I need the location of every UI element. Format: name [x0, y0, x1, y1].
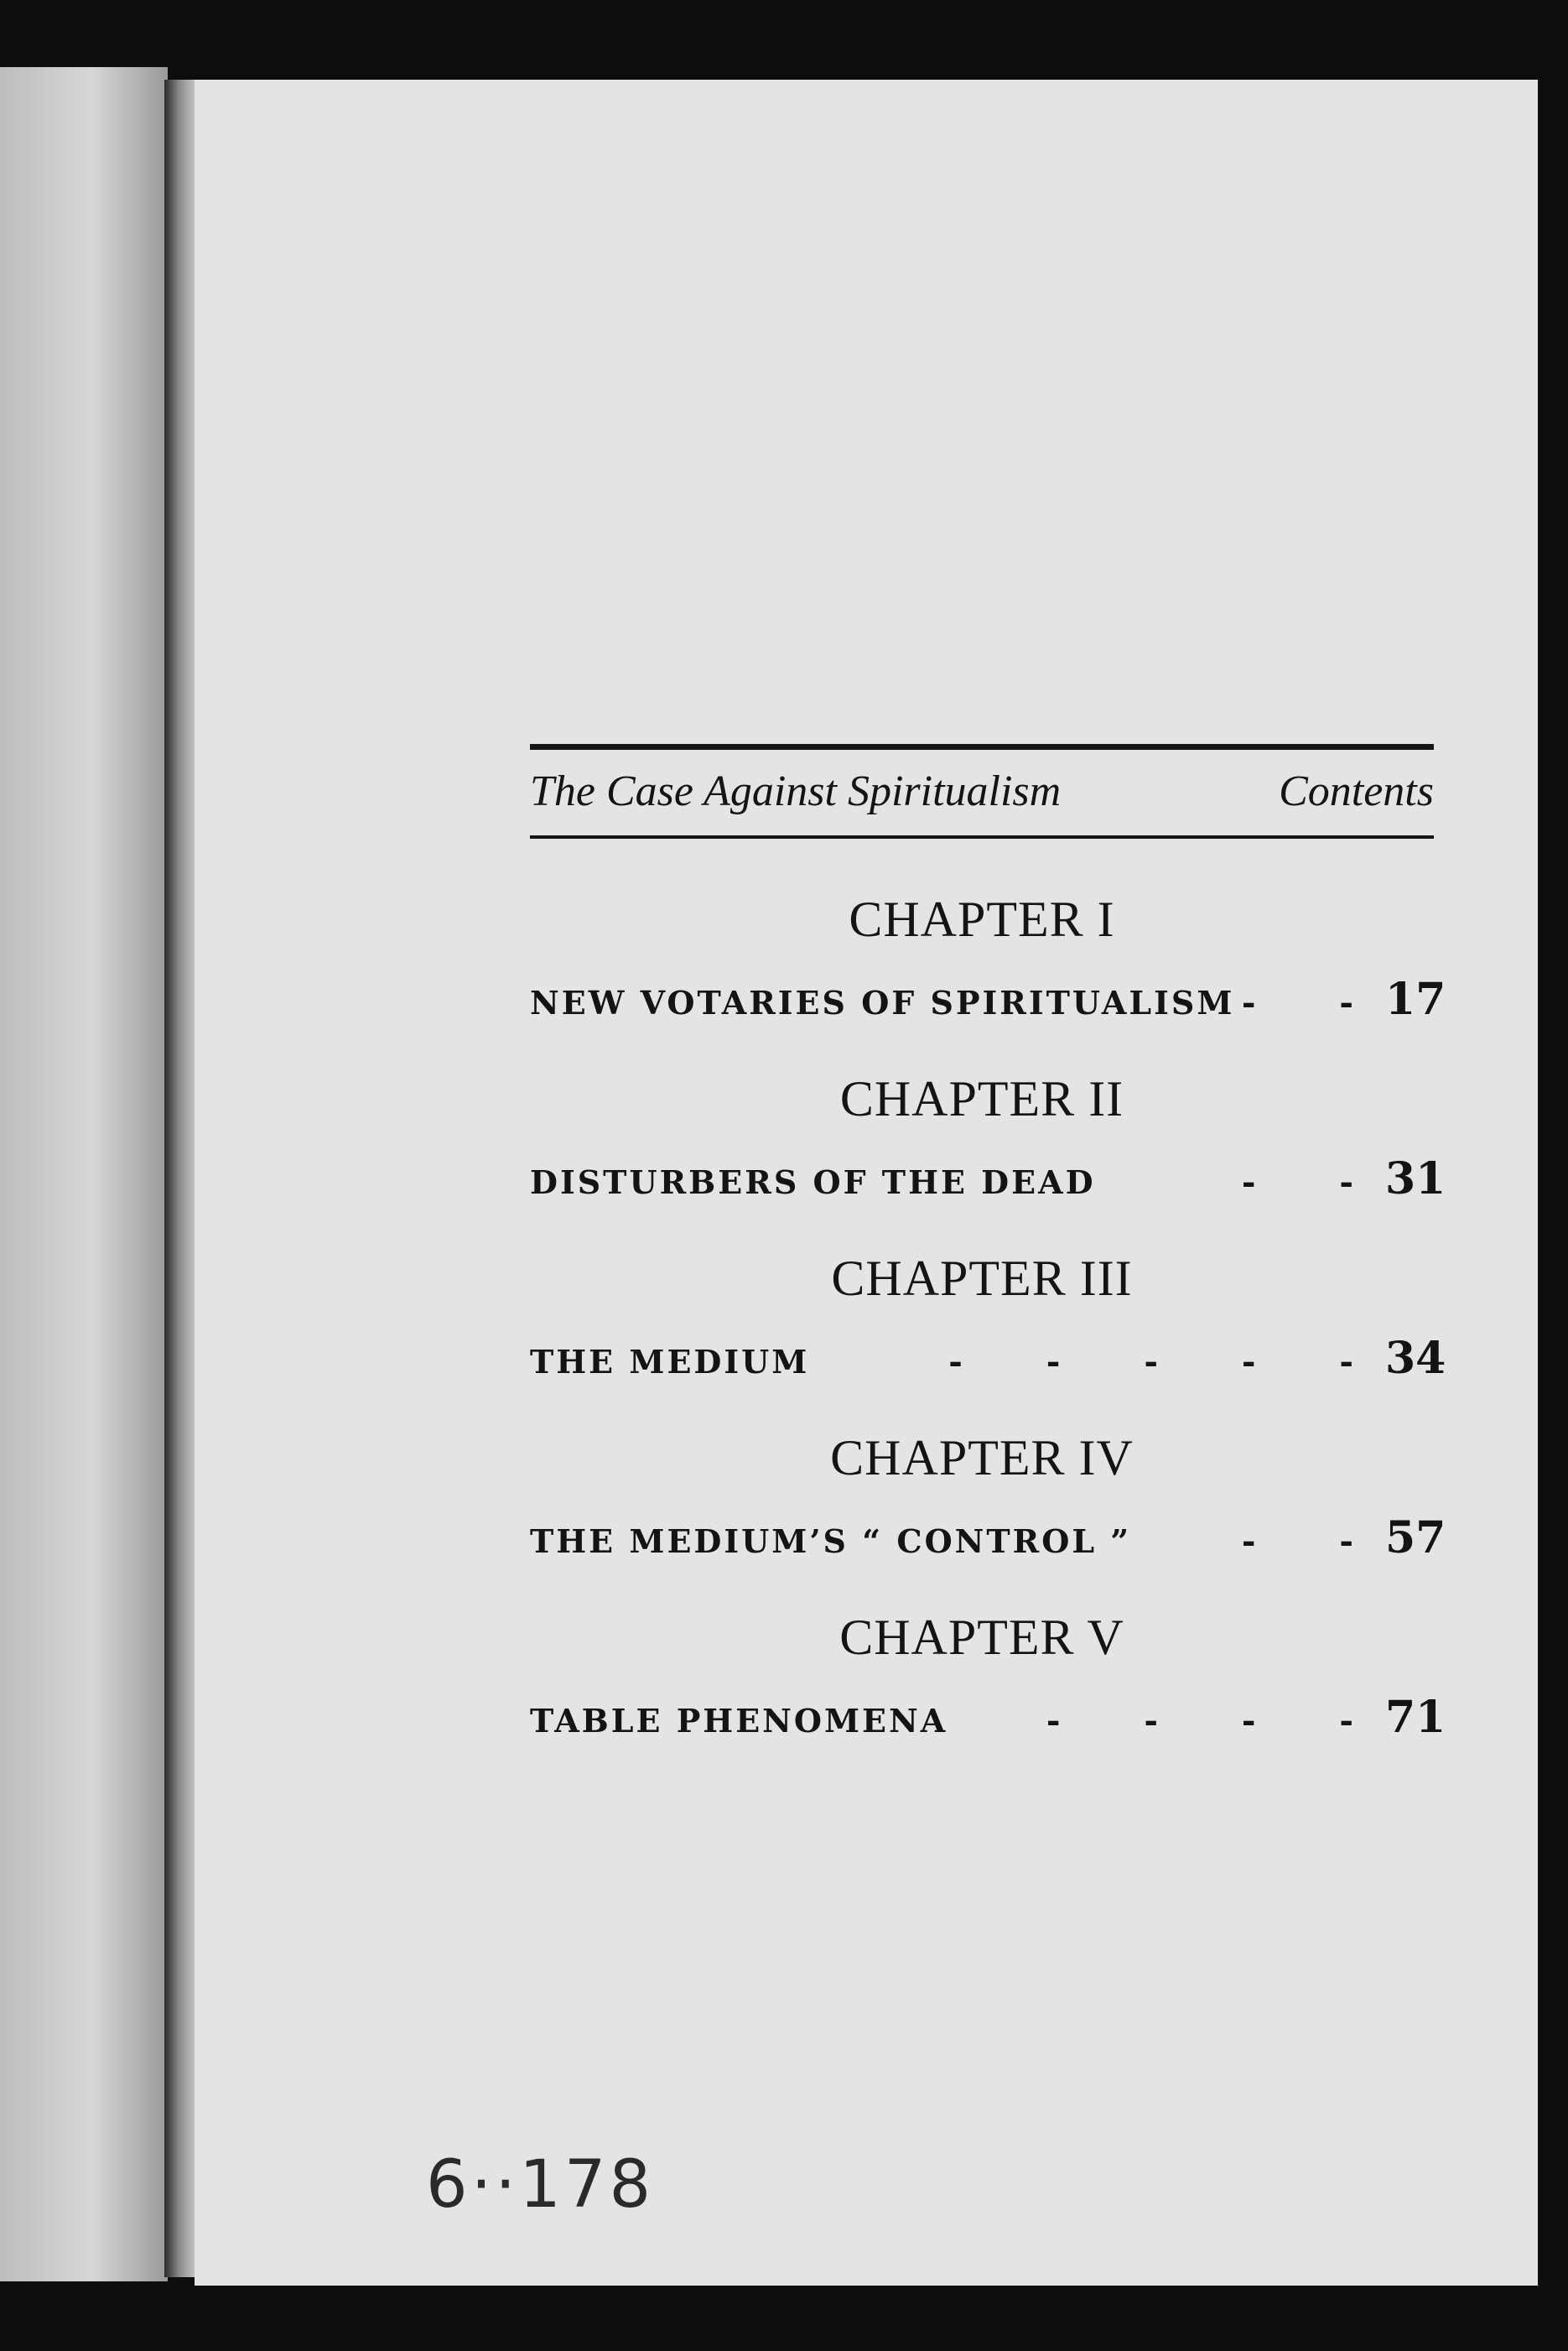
chapter-heading: CHAPTER IV [830, 1430, 1134, 1485]
header-rule-top [530, 744, 1434, 750]
chapter-heading: CHAPTER III [831, 1251, 1133, 1306]
chapter-title: NEW VOTARIES OF SPIRITUALISM [530, 984, 1235, 1022]
toc-row [530, 1153, 1446, 1204]
book-spine [164, 80, 198, 2277]
page-number: 31 [1385, 1153, 1446, 1204]
toc-entry-chapter-4 [530, 1430, 1446, 1563]
toc-row [530, 1333, 1446, 1384]
chapter-title: TABLE PHENOMENA [530, 1702, 948, 1740]
book-title: The Case Against Spiritualism [530, 767, 1062, 815]
dot-leader: - - - - - [948, 1342, 1353, 1381]
toc-row [530, 1692, 1446, 1743]
book-page [195, 80, 1538, 2286]
chapter-title: THE MEDIUM’S “ CONTROL ” [530, 1522, 1132, 1560]
running-header [530, 750, 1434, 835]
page-number: 57 [1385, 1512, 1446, 1563]
page-number: 17 [1385, 974, 1446, 1025]
dot-leader: - - [1241, 1162, 1353, 1202]
toc-entry-chapter-5 [530, 1610, 1446, 1743]
chapter-title: THE MEDIUM [530, 1343, 810, 1381]
chapter-heading: CHAPTER V [839, 1610, 1124, 1665]
chapter-title: DISTURBERS OF THE DEAD [530, 1163, 1096, 1201]
dot-leader: - - [1241, 1521, 1353, 1561]
toc-entry-chapter-1 [530, 892, 1446, 1025]
toc-entry-chapter-2 [530, 1071, 1446, 1204]
toc-list [530, 892, 1446, 1743]
section-label: Contents [1279, 767, 1434, 815]
page-number: 71 [1385, 1692, 1446, 1743]
chapter-heading: CHAPTER II [839, 1071, 1124, 1126]
dot-leader: - - [1241, 983, 1353, 1022]
header-rule-bottom [530, 835, 1434, 839]
page-number: 34 [1385, 1333, 1446, 1384]
facing-page [0, 67, 168, 2281]
contents-block [530, 744, 1446, 1792]
accession-stamp: 6··178 [426, 2147, 655, 2223]
toc-row [530, 1512, 1446, 1563]
toc-row [530, 974, 1446, 1025]
chapter-heading: CHAPTER I [849, 892, 1115, 947]
dot-leader: - - - - [1046, 1701, 1353, 1740]
toc-entry-chapter-3 [530, 1251, 1446, 1384]
